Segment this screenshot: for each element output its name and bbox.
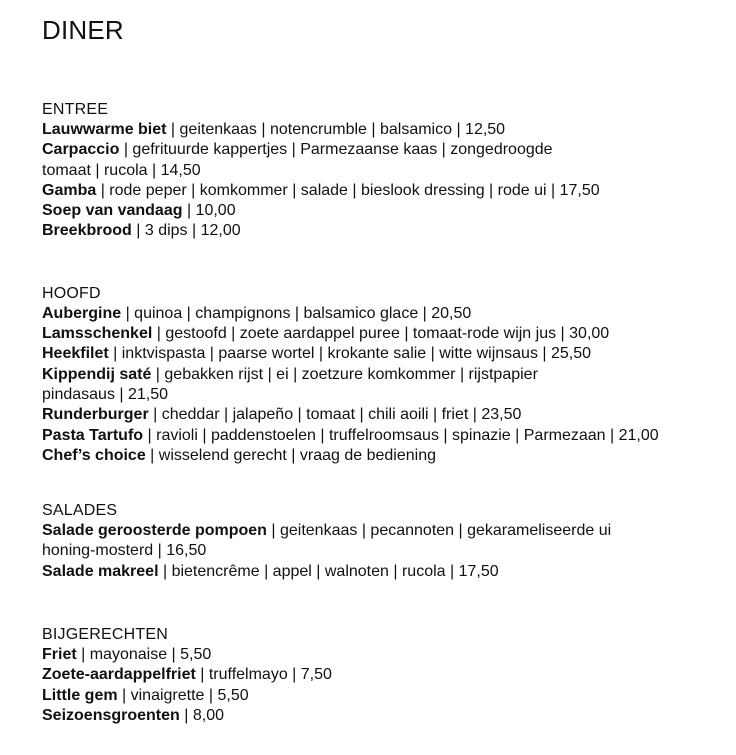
menu-item-details: | mayonaise | 5,50 (76, 646, 212, 664)
menu-item (42, 304, 726, 324)
menu-item-details: | 8,00 (179, 706, 224, 724)
menu-item-name: Aubergine (42, 304, 122, 322)
menu-item-name: Soep van vandaag (42, 202, 183, 220)
menu-item (42, 221, 726, 241)
menu-item-details: | cheddar | jalapeño | tomaat | chili aoili | friet | 23,50 (148, 406, 522, 424)
menu-item (42, 665, 726, 685)
salades-items (42, 521, 726, 582)
menu-item-details: | quinoa | champignons | balsamico glace | 20,50 (121, 304, 472, 322)
menu-item (42, 324, 726, 344)
menu-item-name: Kippendij saté (42, 365, 152, 383)
section-entree (42, 100, 726, 242)
menu-item (42, 706, 726, 726)
menu-item-name: Pasta Tartufo (42, 426, 144, 444)
menu-item (42, 521, 662, 562)
hoofd-items (42, 304, 726, 466)
menu-item (42, 426, 726, 446)
menu-item-name: Little gem (42, 686, 118, 704)
menu-item-name: Zoete-aardappelfriet (42, 666, 196, 684)
menu-item-details: | wisselend gerecht | vraag de bediening (145, 446, 437, 464)
menu-item (42, 405, 726, 425)
menu-item (42, 120, 726, 140)
entree-items (42, 120, 726, 242)
menu-item-name: Salade geroosterde pompoen (42, 522, 267, 540)
menu-item (42, 181, 726, 201)
menu-item-details: | gestoofd | zoete aardappel puree | tomaat-rode wijn jus | 30,00 (152, 325, 610, 343)
menu-item-name: Seizoensgroenten (42, 706, 180, 724)
menu-item (42, 446, 726, 466)
menu-item-name: Lamsschenkel (42, 325, 153, 343)
menu-item-details: | geitenkaas | notencrumble | balsamico | 12,50 (166, 121, 506, 138)
menu-item-name: Salade makreel (42, 562, 159, 580)
menu-item (42, 645, 726, 665)
section-bijgerechten (42, 625, 726, 726)
menu-item-details: | 3 dips | 12,00 (131, 222, 241, 240)
menu-item-details: | rode peper | komkommer | salade | bieslook dressing | rode ui | 17,50 (96, 181, 600, 199)
menu-item (42, 344, 726, 364)
bijgerechten-items (42, 645, 726, 726)
section-hoofd (42, 284, 726, 466)
menu-item (42, 140, 602, 181)
menu-item-details: | gebakken rijst | ei | zoetzure komkommer | rijstpapier pindasaus | 21,50 (42, 365, 538, 403)
menu-item-details: | vinaigrette | 5,50 (117, 686, 249, 704)
menu-item-details: | geitenkaas | pecannoten | gekarameliseerde ui honing-mosterd | 16,50 (42, 522, 612, 560)
menu-item (42, 365, 587, 406)
menu-page (42, 14, 726, 726)
menu-item-details: | inktvispasta | paarse wortel | krokante salie | witte wijnsaus | 25,50 (108, 345, 592, 363)
menu-item-name: Lauwwarme biet (42, 121, 167, 138)
menu-item-details: | 10,00 (182, 202, 236, 220)
section-heading-entree: ENTREE (42, 101, 109, 118)
menu-item-name: Heekfilet (42, 345, 109, 363)
menu-title: DINER (42, 15, 124, 45)
menu-item-details: | bietencrême | appel | walnoten | rucola | 17,50 (158, 562, 499, 580)
menu-item-name: Runderburger (42, 406, 149, 424)
menu-item-name: Breekbrood (42, 222, 132, 240)
menu-item (42, 562, 726, 582)
menu-item-details: | truffelmayo | 7,50 (195, 666, 332, 684)
menu-item-details: | ravioli | paddenstoelen | truffelroomsaus | spinazie | Parmezaan | 21,00 (143, 426, 659, 444)
section-heading-hoofd: HOOFD (42, 284, 101, 302)
menu-item-name: Carpaccio (42, 141, 120, 159)
menu-item-name: Chef’s choice (42, 446, 146, 464)
menu-item-name: Friet (42, 646, 77, 664)
menu-item-name: Gamba (42, 181, 97, 199)
menu-item (42, 686, 726, 706)
menu-item (42, 201, 726, 221)
menu-item-details: | gefrituurde kappertjes | Parmezaanse kaas | zongedroogde tomaat | rucola | 14,50 (42, 141, 553, 179)
section-heading-bijgerechten: BIJGERECHTEN (42, 626, 168, 644)
section-heading-salades: SALADES (42, 502, 118, 520)
section-salades (42, 501, 726, 582)
